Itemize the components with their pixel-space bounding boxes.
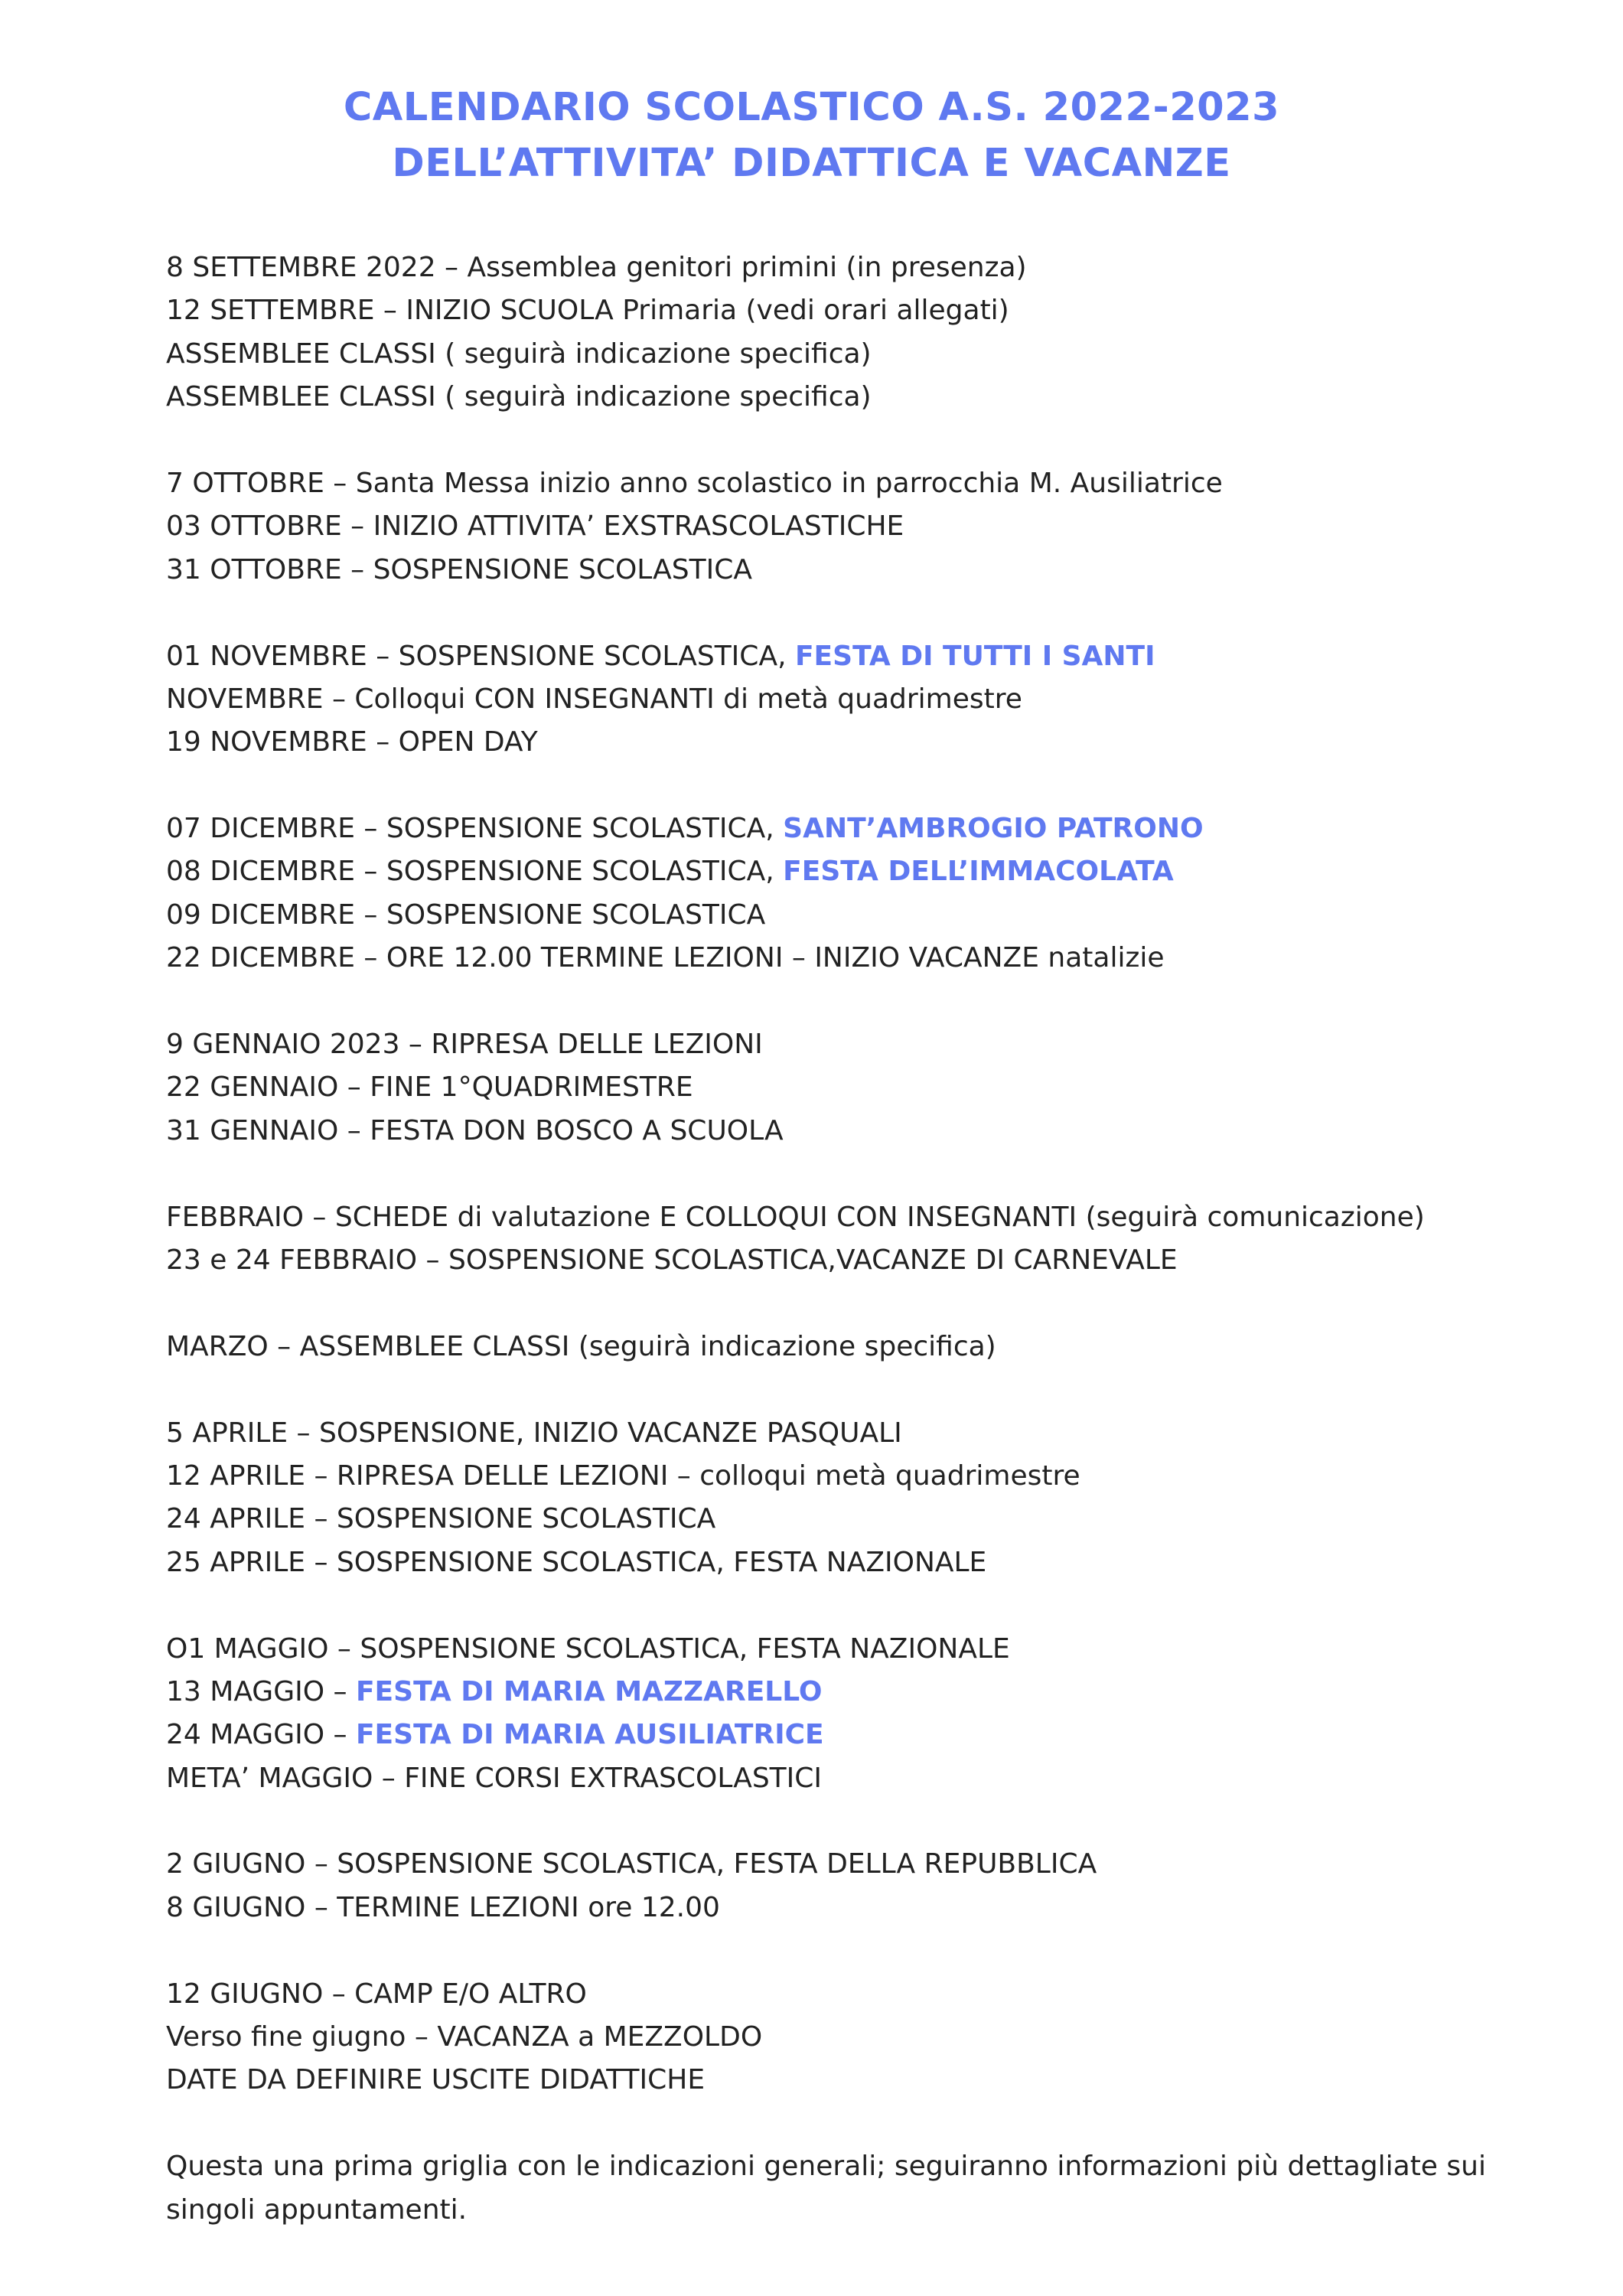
calendar-entry-highlight: FESTA DI TUTTI I SANTI bbox=[794, 640, 1155, 672]
calendar-groups bbox=[166, 246, 1482, 2102]
calendar-group bbox=[166, 635, 1482, 765]
calendar-entry bbox=[166, 505, 1482, 548]
calendar-entry bbox=[166, 1887, 1482, 1929]
calendar-entry bbox=[166, 1412, 1482, 1455]
calendar-entry-highlight: FESTA DELL’IMMACOLATA bbox=[783, 856, 1174, 888]
calendar-entry-text: 24 APRILE – SOSPENSIONE SCOLASTICA bbox=[166, 1503, 716, 1535]
calendar-entry bbox=[166, 1326, 1482, 1368]
calendar-entry bbox=[166, 1455, 1482, 1498]
calendar-entry-text: 08 DICEMBRE – SOSPENSIONE SCOLASTICA, bbox=[166, 856, 784, 888]
calendar-entry-text: NOVEMBRE – Colloqui CON INSEGNANTI di metà quadrimestre bbox=[166, 683, 1022, 715]
calendar-entry bbox=[166, 678, 1482, 721]
calendar-group bbox=[166, 1412, 1482, 1585]
title-line-1: CALENDARIO SCOLASTICO A.S. 2022-2023 bbox=[343, 85, 1280, 130]
calendar-entry-text: 19 NOVEMBRE – OPEN DAY bbox=[166, 726, 538, 758]
calendar-entry-text: 9 GENNAIO 2023 – RIPRESA DELLE LEZIONI bbox=[166, 1029, 763, 1061]
calendar-entry bbox=[166, 1628, 1482, 1671]
calendar-entry bbox=[166, 937, 1482, 980]
calendar-entry-text: ASSEMBLEE CLASSI ( seguirà indicazione specifica) bbox=[166, 338, 872, 370]
calendar-entry bbox=[166, 721, 1482, 764]
calendar-entry bbox=[166, 333, 1482, 376]
calendar-entry-text: 12 APRILE – RIPRESA DELLE LEZIONI – colloqui metà quadrimestre bbox=[166, 1459, 1080, 1492]
calendar-entry-text: Verso fine giugno – VACANZA a MEZZOLDO bbox=[166, 2021, 763, 2053]
calendar-entry-text: 03 OTTOBRE – INIZIO ATTIVITA’ EXSTRASCOLASTICHE bbox=[166, 510, 904, 543]
calendar-entry-text: 24 MAGGIO – bbox=[166, 1719, 356, 1751]
calendar-group bbox=[166, 1973, 1482, 2102]
calendar-group bbox=[166, 1843, 1482, 1929]
calendar-entry-text: 8 GIUGNO – TERMINE LEZIONI ore 12.00 bbox=[166, 1891, 720, 1923]
footer-note bbox=[166, 2145, 1486, 2232]
calendar-entry bbox=[166, 894, 1482, 937]
calendar-entry bbox=[166, 246, 1482, 289]
calendar-entry-text: 25 APRILE – SOSPENSIONE SCOLASTICA, FESTA NAZIONALE bbox=[166, 1546, 987, 1578]
calendar-entry-text: 23 e 24 FEBBRAIO – SOSPENSIONE SCOLASTICA,VACANZE DI CARNEVALE bbox=[166, 1244, 1178, 1276]
calendar-entry bbox=[166, 462, 1482, 505]
calendar-entry bbox=[166, 1498, 1482, 1541]
calendar-group bbox=[166, 807, 1482, 980]
calendar-entry bbox=[166, 807, 1482, 850]
calendar-entry-text: 09 DICEMBRE – SOSPENSIONE SCOLASTICA bbox=[166, 899, 766, 931]
calendar-entry bbox=[166, 1196, 1482, 1239]
calendar-entry-text: MARZO – ASSEMBLEE CLASSI (seguirà indicazione specifica) bbox=[166, 1330, 996, 1362]
calendar-content bbox=[166, 246, 1486, 2232]
title-line-2: DELL’ATTIVITA’ DIDATTICA E VACANZE bbox=[392, 141, 1231, 186]
calendar-entry bbox=[166, 2059, 1482, 2102]
calendar-entry bbox=[166, 1973, 1482, 2016]
calendar-entry-text: META’ MAGGIO – FINE CORSI EXTRASCOLASTICI bbox=[166, 1762, 823, 1794]
calendar-entry bbox=[166, 1239, 1482, 1282]
calendar-entry bbox=[166, 2016, 1482, 2059]
calendar-entry-text: 12 SETTEMBRE – INIZIO SCUOLA Primaria (vedi orari allegati) bbox=[166, 295, 1009, 327]
calendar-entry-text: 5 APRILE – SOSPENSIONE, INIZIO VACANZE PASQUALI bbox=[166, 1417, 902, 1449]
calendar-entry bbox=[166, 1843, 1482, 1886]
calendar-group bbox=[166, 1023, 1482, 1153]
calendar-entry bbox=[166, 1714, 1482, 1756]
calendar-entry-highlight: SANT’AMBROGIO PATRONO bbox=[783, 813, 1204, 845]
calendar-entry bbox=[166, 1757, 1482, 1800]
calendar-entry-text: 7 OTTOBRE – Santa Messa inizio anno scolastico in parrocchia M. Ausiliatrice bbox=[166, 467, 1223, 499]
calendar-entry bbox=[166, 635, 1482, 678]
calendar-entry-highlight: FESTA DI MARIA MAZZARELLO bbox=[355, 1675, 823, 1707]
calendar-entry bbox=[166, 1671, 1482, 1714]
calendar-entry-text: 31 OTTOBRE – SOSPENSIONE SCOLASTICA bbox=[166, 553, 753, 585]
calendar-entry-text: 07 DICEMBRE – SOSPENSIONE SCOLASTICA, bbox=[166, 813, 784, 845]
calendar-entry-text: FEBBRAIO – SCHEDE di valutazione E COLLOQUI CON INSEGNANTI (seguirà comunicazione) bbox=[166, 1201, 1425, 1233]
calendar-entry bbox=[166, 850, 1482, 893]
calendar-entry-text: 8 SETTEMBRE 2022 – Assemblea genitori primini (in presenza) bbox=[166, 252, 1027, 283]
calendar-group bbox=[166, 1326, 1482, 1368]
calendar-entry-text: 13 MAGGIO – bbox=[166, 1675, 356, 1707]
page-title bbox=[0, 80, 1623, 191]
calendar-entry bbox=[166, 376, 1482, 419]
calendar-group bbox=[166, 246, 1482, 419]
calendar-entry-text: ASSEMBLEE CLASSI ( seguirà indicazione specifica) bbox=[166, 381, 872, 413]
calendar-entry-text: DATE DA DEFINIRE USCITE DIDATTICHE bbox=[166, 2064, 706, 2096]
calendar-entry-text: 2 GIUGNO – SOSPENSIONE SCOLASTICA, FESTA DELLA REPUBBLICA bbox=[166, 1848, 1097, 1880]
footer-note-line-1: Questa una prima griglia con le indicazioni generali; seguiranno informazioni più dettagliate sui bbox=[166, 2151, 1486, 2183]
footer-note-line-2: singoli appuntamenti. bbox=[166, 2193, 468, 2226]
calendar-entry-text: O1 MAGGIO – SOSPENSIONE SCOLASTICA, FESTA NAZIONALE bbox=[166, 1632, 1010, 1665]
calendar-entry-highlight: FESTA DI MARIA AUSILIATRICE bbox=[355, 1719, 824, 1751]
calendar-group bbox=[166, 1628, 1482, 1801]
calendar-entry bbox=[166, 549, 1482, 592]
calendar-entry bbox=[166, 1023, 1482, 1066]
calendar-entry-text: 22 DICEMBRE – ORE 12.00 TERMINE LEZIONI – INIZIO VACANZE natalizie bbox=[166, 942, 1165, 974]
calendar-entry bbox=[166, 1541, 1482, 1584]
calendar-entry bbox=[166, 1066, 1482, 1109]
calendar-group bbox=[166, 1196, 1482, 1283]
calendar-entry bbox=[166, 289, 1482, 332]
calendar-entry-text: 01 NOVEMBRE – SOSPENSIONE SCOLASTICA, bbox=[166, 640, 795, 672]
calendar-entry bbox=[166, 1110, 1482, 1153]
calendar-entry-text: 22 GENNAIO – FINE 1°QUADRIMESTRE bbox=[166, 1071, 693, 1104]
calendar-entry-text: 12 GIUGNO – CAMP E/O ALTRO bbox=[166, 1978, 587, 2010]
calendar-entry-text: 31 GENNAIO – FESTA DON BOSCO A SCUOLA bbox=[166, 1114, 784, 1146]
calendar-group bbox=[166, 462, 1482, 592]
